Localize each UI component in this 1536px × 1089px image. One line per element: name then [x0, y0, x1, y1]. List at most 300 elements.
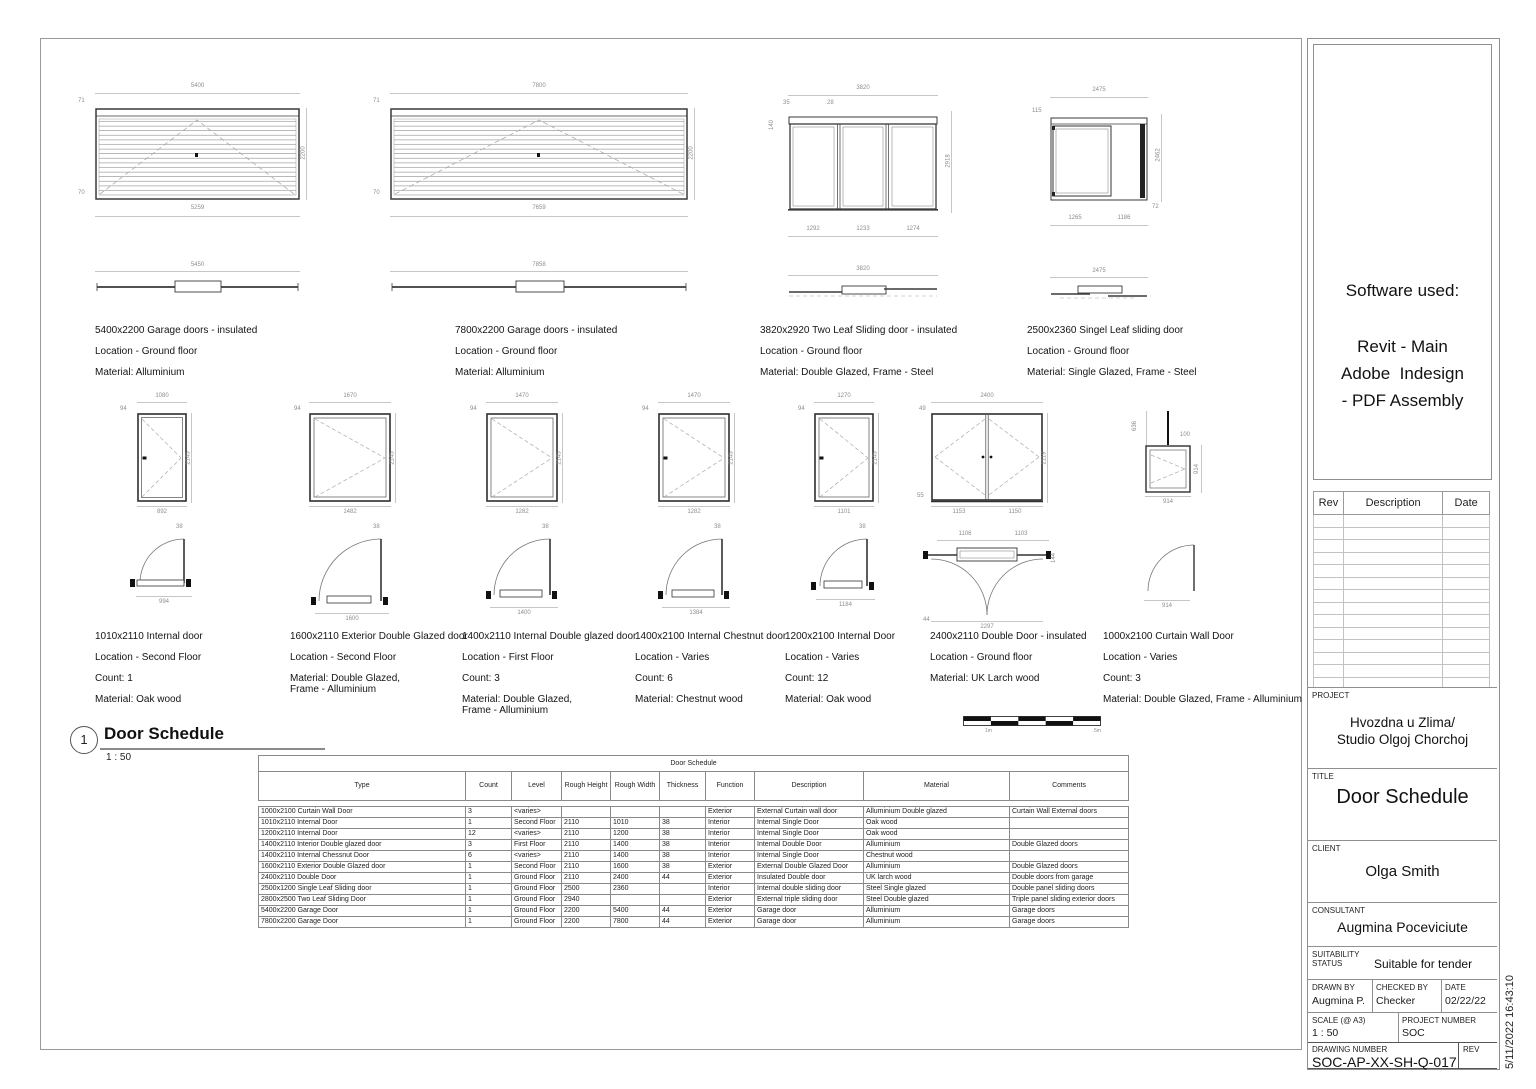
table-cell: 12	[466, 829, 512, 840]
door-elevation-drawing	[486, 413, 558, 503]
rev-row	[1314, 652, 1490, 665]
door-elevation-drawing	[309, 413, 391, 503]
table-cell: 44	[660, 873, 706, 884]
rev-row	[1314, 540, 1490, 553]
column-header: Function	[706, 772, 755, 801]
software-line-2: Adobe Indesign	[1341, 364, 1464, 383]
graphic-scale-bar	[963, 716, 1101, 726]
dimension-label: 38	[859, 524, 866, 530]
dimension-label: 1282	[515, 509, 529, 515]
suitability-label: SUITABILITY STATUS	[1312, 950, 1360, 968]
schedule-title: Door Schedule	[259, 756, 1129, 772]
dimension-line	[95, 216, 300, 217]
dimension-label: 1080	[155, 393, 169, 399]
rev-cell	[1343, 627, 1442, 640]
rev-row	[1314, 665, 1490, 678]
rev-cell	[1314, 652, 1344, 665]
table-cell: 5400x2200 Garage Door	[259, 906, 466, 917]
dimension-label: 2462	[1155, 148, 1162, 162]
rev-cell	[1314, 627, 1344, 640]
door-material: Material: Double Glazed, Frame - Alluminium	[1103, 694, 1302, 705]
dimension-label: 1153	[952, 509, 966, 515]
dimension-label: 5450	[190, 262, 205, 268]
checked-by-value: Checker	[1376, 995, 1416, 1007]
figure-internal-1010	[90, 393, 260, 723]
door-title: 1400x2110 Internal Double glazed door	[462, 631, 637, 642]
table-cell	[611, 807, 660, 818]
date-header: Date	[1443, 492, 1490, 515]
table-row	[259, 807, 1129, 818]
title-block	[1307, 38, 1500, 1070]
figure-garage-7800	[368, 78, 703, 378]
table-cell: External Curtain wall door	[755, 807, 864, 818]
dimension-label: 2918	[945, 154, 952, 168]
dimension-line	[95, 93, 300, 94]
table-cell: Interior	[706, 851, 755, 862]
table-cell: External triple sliding door	[755, 895, 864, 906]
table-cell: 1	[466, 884, 512, 895]
table-row	[259, 840, 1129, 851]
revision-table-box	[1313, 491, 1490, 687]
dimension-label: 2145	[872, 451, 879, 465]
table-cell: 1	[466, 906, 512, 917]
door-title: 2400x2110 Double Door - insulated	[930, 631, 1087, 642]
table-cell: 2200	[562, 917, 611, 928]
rev-header: Rev	[1314, 492, 1344, 515]
door-plan-drawing	[808, 533, 879, 598]
door-location: Location - Varies	[635, 652, 710, 663]
rev-row	[1314, 515, 1490, 528]
rev-cell	[1314, 565, 1344, 578]
scale-projectnumber-row	[1308, 1012, 1497, 1044]
table-row	[259, 917, 1129, 928]
table-cell: Exterior	[706, 873, 755, 884]
table-cell: Alluminium	[864, 862, 1010, 873]
figure-double-door-2400	[915, 393, 1085, 723]
dimension-label: 5400	[190, 83, 205, 89]
drawing-number-value: SOC-AP-XX-SH-Q-017	[1312, 1054, 1457, 1070]
table-cell: 1010	[611, 818, 660, 829]
table-cell: 1	[466, 873, 512, 884]
sliding-door-elevation-drawing	[788, 111, 938, 213]
sliding-door-plan-drawing	[788, 283, 938, 299]
door-location: Location - Varies	[785, 652, 860, 663]
table-cell: 38	[660, 840, 706, 851]
rev-cell	[1443, 540, 1490, 553]
rev-cell	[1314, 577, 1344, 590]
table-row	[259, 851, 1129, 862]
table-cell: Garage doors	[1010, 917, 1129, 928]
rev-cell	[1314, 602, 1344, 615]
client-box	[1308, 840, 1497, 904]
table-cell: Ground Floor	[512, 906, 562, 917]
rev-cell	[1443, 640, 1490, 653]
table-row	[259, 829, 1129, 840]
project-number-label: PROJECT NUMBER	[1402, 1016, 1477, 1025]
dimension-label: 28	[827, 100, 834, 106]
door-material: Material: Alluminium	[455, 367, 545, 378]
dimension-label: 2475	[1092, 87, 1106, 93]
rev-row	[1314, 590, 1490, 603]
dimension-label: 2200	[688, 146, 695, 160]
rev-cell	[1343, 652, 1442, 665]
dimension-label: 1184	[839, 602, 852, 608]
table-cell: 2360	[611, 884, 660, 895]
consultant-label: CONSULTANT	[1312, 906, 1366, 915]
table-cell	[562, 807, 611, 818]
table-cell: Triple panel sliding exterior doors	[1010, 895, 1129, 906]
table-cell: 7800	[611, 917, 660, 928]
rev-cell	[1343, 552, 1442, 565]
table-cell: Alluminium	[864, 840, 1010, 851]
schedule-body	[259, 807, 1129, 928]
dimension-label: 1150	[1008, 509, 1022, 515]
table-cell: 2400	[611, 873, 660, 884]
rev-row	[1314, 602, 1490, 615]
dimension-label: 38	[542, 524, 549, 530]
door-schedule-table-wrap	[258, 755, 1128, 928]
column-header: Type	[259, 772, 466, 801]
project-name-line2: Studio Olgoj Chorchoj	[1336, 732, 1469, 747]
table-cell: Oak wood	[864, 829, 1010, 840]
table-cell: <varies>	[512, 829, 562, 840]
table-cell	[1010, 829, 1129, 840]
column-header: Comments	[1010, 772, 1129, 801]
dimension-label: 1470	[687, 393, 701, 399]
dimension-label: 1274	[906, 226, 920, 232]
view-number: 1	[80, 732, 88, 747]
table-cell: 44	[660, 917, 706, 928]
date-value: 02/22/22	[1445, 995, 1486, 1007]
door-count: Count: 3	[1103, 673, 1141, 684]
dimension-label: 70	[78, 190, 85, 196]
rev-cell	[1314, 590, 1344, 603]
table-cell: 2200	[562, 906, 611, 917]
rev-row	[1314, 552, 1490, 565]
table-cell: Alluminium Double glazed	[864, 807, 1010, 818]
column-header: Description	[755, 772, 864, 801]
table-cell: Ground Floor	[512, 895, 562, 906]
table-cell: 2940	[562, 895, 611, 906]
dimension-label: 1101	[837, 509, 851, 515]
rev-cell	[1314, 640, 1344, 653]
door-material: Material: Double Glazed,	[290, 673, 401, 684]
software-line-3: - PDF Assembly	[1341, 391, 1464, 410]
table-cell: 3	[466, 807, 512, 818]
dimension-label: 1282	[687, 509, 701, 515]
table-row	[259, 818, 1129, 829]
door-title: 1600x2110 Exterior Double Glazed door	[290, 631, 468, 642]
sheet-title: Door Schedule	[1336, 786, 1469, 808]
dimension-label: 3820	[856, 266, 870, 272]
door-material: Material: Oak wood	[785, 694, 872, 705]
table-cell: Insulated Double door	[755, 873, 864, 884]
table-cell: 2110	[562, 851, 611, 862]
dimension-label: 38	[373, 524, 380, 530]
rev-row	[1314, 627, 1490, 640]
door-location: Location - Ground floor	[930, 652, 1033, 663]
table-cell	[1010, 851, 1129, 862]
door-count: Count: 6	[635, 673, 673, 684]
door-material: Material: Double Glazed, Frame - Steel	[760, 367, 934, 378]
table-cell: Exterior	[706, 895, 755, 906]
rev-cell	[1343, 590, 1442, 603]
rev-cell	[1443, 552, 1490, 565]
table-cell: Internal double sliding door	[755, 884, 864, 895]
rev-cell	[1443, 627, 1490, 640]
table-cell: Internal Single Door	[755, 818, 864, 829]
table-cell: Interior	[706, 884, 755, 895]
client-label: CLIENT	[1312, 844, 1341, 853]
scale-bar-label-5m: 5m	[1094, 728, 1101, 734]
table-cell: 7800x2200 Garage Door	[259, 917, 466, 928]
table-row	[259, 884, 1129, 895]
table-cell: 3	[466, 840, 512, 851]
door-location: Location - Ground floor	[455, 346, 558, 357]
drawn-by-value: Augmina P.	[1312, 995, 1365, 1007]
door-elevation-drawing	[814, 413, 874, 503]
door-material: Material: Single Glazed, Frame - Steel	[1027, 367, 1197, 378]
door-count: Count: 12	[785, 673, 829, 684]
table-cell: 44	[660, 906, 706, 917]
table-cell: Chestnut wood	[864, 851, 1010, 862]
table-cell: 1010x2110 Internal Door	[259, 818, 466, 829]
dimension-label: 1292	[806, 226, 820, 232]
door-elevation-drawing	[137, 413, 187, 503]
double-door-plan-drawing	[921, 545, 1053, 617]
table-cell: 2500x1200 Single Leaf Sliding door	[259, 884, 466, 895]
door-title: 3820x2920 Two Leaf Sliding door - insulated	[760, 325, 958, 336]
figure-internal-chestnut-1400	[622, 393, 792, 723]
table-cell: 2110	[562, 840, 611, 851]
door-plan-drawing	[1144, 541, 1200, 597]
dimension-label: 71	[373, 98, 380, 104]
dimension-label: 94	[294, 406, 301, 412]
dimension-label: 71	[78, 98, 85, 104]
table-cell: Alluminium	[864, 917, 1010, 928]
table-cell: Second Floor	[512, 818, 562, 829]
consultant-name: Augmina Poceviciute	[1337, 919, 1468, 935]
column-header: Material	[864, 772, 1010, 801]
door-material: Material: Double Glazed,	[462, 694, 573, 705]
dimension-label: 1482	[343, 509, 357, 515]
dimension-line	[1050, 97, 1148, 98]
table-row	[259, 862, 1129, 873]
table-cell: Double doors from garage	[1010, 873, 1129, 884]
dimension-label: 2400	[980, 393, 994, 399]
drawn-checked-date-row	[1308, 979, 1497, 1014]
rev-cell	[1343, 615, 1442, 628]
dimension-line	[390, 271, 688, 272]
dimension-label: 7659	[532, 205, 546, 211]
consultant-box	[1308, 902, 1497, 948]
rev-cell	[1314, 540, 1344, 553]
rev-row	[1314, 565, 1490, 578]
description-header: Description	[1343, 492, 1442, 515]
rev-table-body	[1314, 515, 1490, 690]
table-cell: 2110	[562, 873, 611, 884]
table-cell: UK larch wood	[864, 873, 1010, 884]
door-material: Material: Chestnut wood	[635, 694, 743, 705]
date-label: DATE	[1445, 983, 1466, 992]
column-header: Rough Width	[611, 772, 660, 801]
garage-door-plan-drawing	[95, 279, 300, 295]
door-location: Location - Second Floor	[290, 652, 397, 663]
table-cell: 1400	[611, 851, 660, 862]
dimension-line	[788, 95, 938, 96]
door-schedule-table	[258, 755, 1129, 928]
dimension-label: 1470	[515, 393, 529, 399]
dimension-label: 38	[714, 524, 721, 530]
column-header: Level	[512, 772, 562, 801]
scale-value: 1 : 50	[1312, 1027, 1339, 1039]
dimension-line	[1050, 277, 1148, 278]
table-row	[259, 895, 1129, 906]
table-cell: 2110	[562, 829, 611, 840]
table-cell: Interior	[706, 829, 755, 840]
door-plan-drawing	[654, 533, 734, 607]
dimension-label: 35	[783, 100, 790, 106]
dimension-label: 38	[176, 524, 183, 530]
dimension-label: 1265	[1068, 215, 1082, 221]
table-cell: Steel Single glazed	[864, 884, 1010, 895]
table-cell: Second Floor	[512, 862, 562, 873]
door-title: 1010x2110 Internal door	[95, 631, 203, 642]
table-cell: Double Glazed doors	[1010, 840, 1129, 851]
table-cell: Oak wood	[864, 818, 1010, 829]
dimension-label: 55	[917, 493, 924, 499]
rev-cell	[1343, 527, 1442, 540]
door-title: 7800x2200 Garage doors - insulated	[455, 325, 618, 336]
rev-row	[1314, 577, 1490, 590]
dimension-label: 1106	[958, 531, 972, 537]
dimension-line	[390, 216, 688, 217]
dimension-label: 72	[1152, 204, 1159, 210]
view-number-bubble	[70, 726, 98, 754]
table-cell: 1	[466, 917, 512, 928]
table-cell: 1400x2110 Internal Chessnut Door	[259, 851, 466, 862]
dimension-label: 2145	[185, 451, 192, 465]
rev-cell	[1343, 665, 1442, 678]
rev-label: REV	[1463, 1045, 1480, 1054]
schedule-header-row	[259, 772, 1129, 801]
dimension-label: 115	[1032, 108, 1042, 114]
door-elevation-drawing	[931, 413, 1043, 503]
table-cell: 5400	[611, 906, 660, 917]
door-material-line2: Frame - Alluminium	[290, 684, 377, 695]
dimension-label: 70	[373, 190, 380, 196]
rev-cell	[1314, 665, 1344, 678]
sheet-title-box	[1308, 768, 1497, 842]
dimension-label: 94	[120, 406, 127, 412]
rev-cell	[1443, 565, 1490, 578]
dimension-label: 7800	[532, 83, 546, 89]
dimension-label: 914	[1194, 463, 1201, 475]
dimension-label: 1270	[837, 393, 851, 399]
door-material-line2: Frame - Alluminium	[462, 705, 549, 716]
figure-sliding-3820	[755, 78, 980, 378]
rev-cell	[1443, 665, 1490, 678]
table-cell: 38	[660, 818, 706, 829]
table-cell: Steel Double glazed	[864, 895, 1010, 906]
scale-bar-label-1m: 1m	[985, 728, 992, 734]
door-material: Material: UK Larch wood	[930, 673, 1040, 684]
door-material: Material: Alluminium	[95, 367, 185, 378]
dimension-label: 94	[642, 406, 649, 412]
table-cell: Interior	[706, 818, 755, 829]
table-cell: Garage door	[755, 917, 864, 928]
mullion-line	[1167, 411, 1169, 445]
dimension-label: 994	[158, 599, 169, 605]
rev-cell	[1343, 565, 1442, 578]
table-cell: Ground Floor	[512, 917, 562, 928]
table-cell: 38	[660, 851, 706, 862]
table-cell: Interior	[706, 840, 755, 851]
project-label: PROJECT	[1312, 691, 1350, 700]
figure-curtain-wall-1000	[1088, 393, 1302, 723]
rev-cell	[1443, 515, 1490, 528]
door-material: Material: Oak wood	[95, 694, 182, 705]
table-cell: 1	[466, 895, 512, 906]
table-cell: Internal Double Door	[755, 840, 864, 851]
dimension-label: 1186	[1117, 215, 1131, 221]
dimension-label: 1400	[517, 610, 531, 616]
rev-cell	[1443, 615, 1490, 628]
dimension-label: 914	[1162, 499, 1173, 505]
door-title: 1200x2100 Internal Door	[785, 631, 896, 642]
table-cell: Double panel sliding doors	[1010, 884, 1129, 895]
table-row	[259, 906, 1129, 917]
door-elevation-drawing	[658, 413, 730, 503]
dimension-label: 100	[1180, 432, 1191, 438]
sliding-door-plan-drawing	[1050, 285, 1148, 299]
drawing-number-row	[1308, 1042, 1497, 1069]
software-used-heading: Software used:	[1345, 281, 1460, 300]
dimension-label: 914	[1161, 603, 1172, 609]
window-elevation-drawing	[1145, 445, 1191, 493]
software-line-1: Revit - Main	[1357, 337, 1448, 356]
door-location: Location - Ground floor	[760, 346, 863, 357]
table-cell: 1	[466, 818, 512, 829]
table-cell: 38	[660, 829, 706, 840]
table-cell: Exterior	[706, 906, 755, 917]
table-cell: First Floor	[512, 840, 562, 851]
door-title: 2500x2360 Singel Leaf sliding door	[1027, 325, 1184, 336]
garage-door-elevation-drawing	[390, 108, 688, 200]
table-cell: 1600	[611, 862, 660, 873]
door-title: 5400x2200 Garage doors - insulated	[95, 325, 258, 336]
rev-cell	[1314, 527, 1344, 540]
column-header: Rough Height	[562, 772, 611, 801]
dimension-label: 1103	[1014, 531, 1028, 537]
dimension-line	[1050, 225, 1148, 226]
door-plan-drawing	[307, 533, 393, 613]
table-cell: 2110	[562, 818, 611, 829]
scale-label: SCALE (@ A3)	[1312, 1016, 1366, 1025]
figure-internal-glazed-1400	[450, 393, 637, 723]
rev-cell	[1443, 652, 1490, 665]
print-timestamp: 5/11/2022 16:43:10	[1504, 975, 1516, 1069]
dimension-label: 1233	[856, 226, 870, 232]
table-cell: 1600x2110 Exterior Double Glazed door	[259, 862, 466, 873]
dimension-label: 2145	[389, 451, 396, 465]
dimension-label: 94	[798, 406, 805, 412]
project-name-line1: Hvozdna u Zlima/	[1349, 715, 1456, 730]
sliding-door-elevation-drawing	[1050, 114, 1148, 202]
column-header: Count	[466, 772, 512, 801]
table-cell: 1200	[611, 829, 660, 840]
table-cell: Garage door	[755, 906, 864, 917]
